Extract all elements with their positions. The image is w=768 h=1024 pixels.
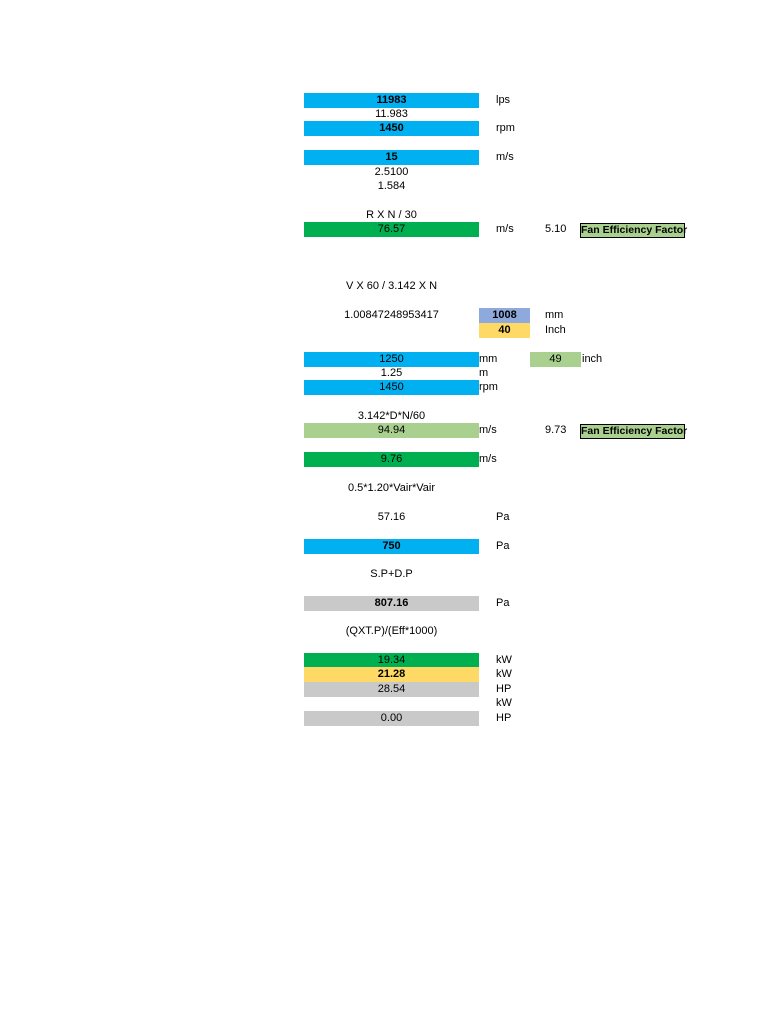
vair2-value-cell[interactable]: 2.5100 (374, 166, 409, 178)
vtip-value-cell[interactable]: 76.57 (304, 222, 479, 237)
r-value-cell[interactable]: 1.584 (377, 180, 406, 192)
proposed-d-inch-unit: inch (582, 353, 603, 365)
d-inch-unit: Inch (545, 324, 566, 336)
hp-unit: HP (496, 683, 512, 695)
vtip-formula-cell[interactable]: R X N / 30 (366, 209, 417, 221)
proposed-d-unit: mm (479, 353, 498, 365)
vtip-unit: m/s (496, 223, 514, 235)
revised-vtip-value-cell[interactable]: 94.94 (304, 423, 479, 438)
tp-unit: Pa (496, 597, 510, 609)
motor-hp-value-cell[interactable]: 0.00 (304, 711, 479, 726)
proposed-d2-value-cell[interactable]: 1.25 (380, 367, 403, 379)
fan-efficiency-factor-badge-2[interactable]: Fan Efficiency Factor (581, 425, 688, 437)
sp-unit: Pa (496, 540, 510, 552)
vair-value-cell[interactable]: 15 (304, 150, 479, 165)
revised-vair-value-cell[interactable]: 9.76 (304, 452, 479, 467)
dp-unit: Pa (496, 511, 510, 523)
d-value-cell[interactable]: 1.00847248953417 (344, 309, 439, 321)
shaft-unit: kW (496, 654, 512, 666)
shaft-value-cell[interactable]: 19.34 (304, 653, 479, 668)
shaft-formula-cell[interactable]: (QXT.P)/(Eff*1000) (345, 625, 438, 637)
proposed-n-value-cell[interactable]: 1450 (304, 380, 479, 395)
vair-unit: m/s (496, 151, 514, 163)
vtip-factor-value[interactable]: 5.10 (545, 223, 567, 235)
q-unit: lps (496, 94, 511, 106)
sp-value-cell[interactable]: 750 (304, 539, 479, 554)
d-mm-cell[interactable]: 1008 (479, 308, 530, 323)
dp-formula-cell[interactable]: 0.5*1.20*Vair*Vair (347, 482, 436, 494)
proposed-d-inch-cell[interactable]: 49 (530, 352, 581, 367)
revised-vtip-factor-value[interactable]: 9.73 (545, 424, 567, 436)
tp-value-cell[interactable]: 807.16 (304, 596, 479, 611)
revised-motor-unit: kW (496, 697, 512, 709)
sf-value-cell[interactable]: 21.28 (304, 667, 479, 682)
dp-value-cell[interactable]: 57.16 (377, 511, 406, 523)
revised-vair-unit: m/s (479, 453, 497, 465)
d-mm-unit: mm (545, 309, 564, 321)
proposed-d2-unit: m (479, 367, 489, 379)
sf-unit: kW (496, 668, 512, 680)
n-value-cell[interactable]: 1450 (304, 121, 479, 136)
hp-value-cell[interactable]: 28.54 (304, 682, 479, 697)
n-unit: rpm (496, 122, 515, 134)
fan-efficiency-factor-badge[interactable]: Fan Efficiency Factor (581, 224, 688, 236)
tp-formula-cell[interactable]: S.P+D.P (370, 568, 413, 580)
proposed-n-unit: rpm (479, 381, 498, 393)
proposed-d-value-cell[interactable]: 1250 (304, 352, 479, 367)
d-inch-cell[interactable]: 40 (479, 323, 530, 338)
q2-value-cell[interactable]: 11.983 (375, 108, 408, 120)
d-formula-cell[interactable]: V X 60 / 3.142 X N (345, 280, 438, 292)
revised-vtip-formula-cell[interactable]: 3.142*D*N/60 (357, 410, 426, 422)
q-value-cell[interactable]: 11983 (304, 93, 479, 108)
motor-hp-unit: HP (496, 712, 512, 724)
revised-vtip-unit: m/s (479, 424, 497, 436)
